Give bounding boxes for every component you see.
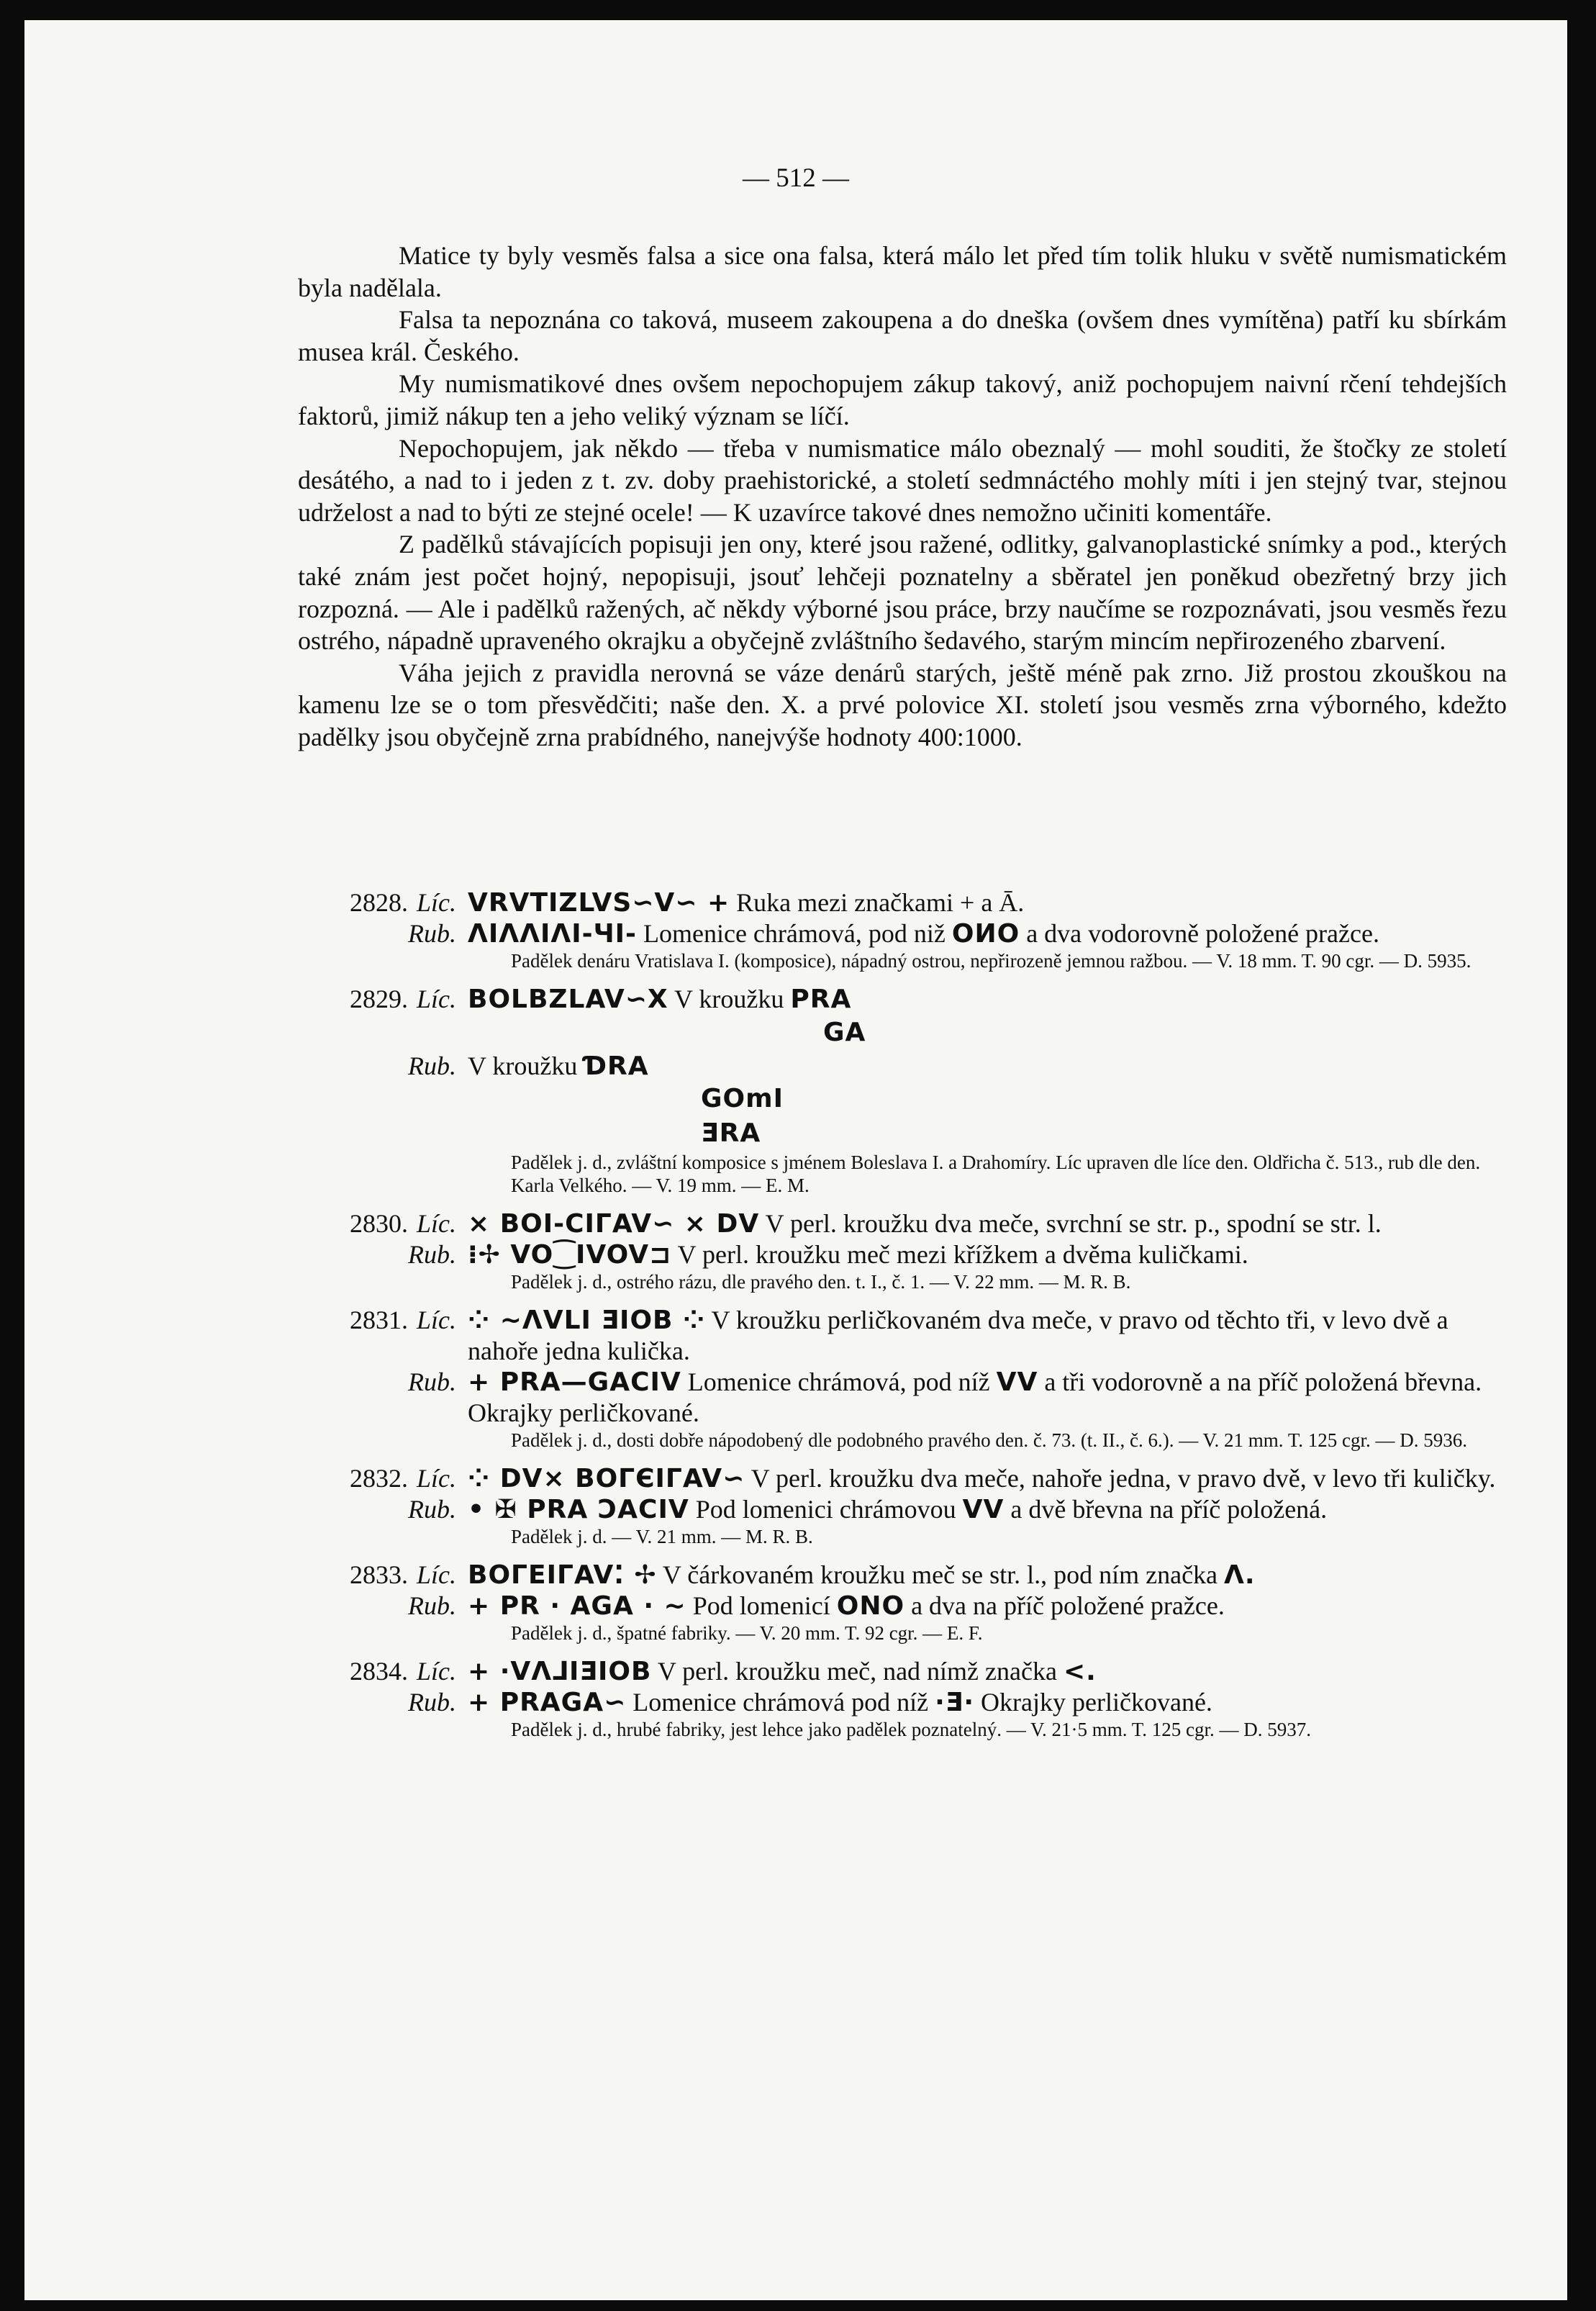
obverse-label: Líc. bbox=[416, 985, 456, 1013]
obverse-label: Líc. bbox=[416, 1306, 456, 1334]
obverse-description: V perl. kroužku dva meče, nahoře jedna, v pravo dvě, v levo tři kuličky. bbox=[751, 1464, 1496, 1493]
obverse-legend: BOΓEIΓAV⁚ ✢ bbox=[468, 1560, 657, 1590]
obverse-description: V čárkovaném kroužku meč se str. l., pod ním značka bbox=[662, 1560, 1218, 1589]
reverse-description: Lomenice chrámová pod níž bbox=[632, 1688, 929, 1717]
entry-number: 2834. bbox=[349, 1657, 408, 1686]
page bbox=[24, 20, 1567, 2300]
obverse-legend: ⁘ DV× BOΓЄIΓAV∽ bbox=[468, 1464, 745, 1493]
obverse-description: V kroužku bbox=[674, 985, 784, 1013]
obverse-symbol: <. bbox=[1063, 1657, 1097, 1686]
reverse-label: Rub. bbox=[408, 1240, 456, 1269]
reverse-description: Pod lomenici chrámovou bbox=[695, 1495, 956, 1524]
paragraph: My numismatikové dnes ovšem nepochopujem zákup takový, aniž pochopujem naivní rčení tehdejších faktorů, jimiž nákup ten a jeho veliký význam se líčí. bbox=[298, 369, 1507, 430]
obverse-legend: × BOI-CIΓAV∽ × DV bbox=[468, 1209, 760, 1239]
reverse-symbol: ·Ǝ· bbox=[935, 1688, 975, 1717]
forgery-note: Padělek denáru Vratislava I. (komposice), nápadný ostrou, nepřirozeně jemnou ražbou. — V. 18 mm. T. 90 cgr. — D. 5935. bbox=[511, 950, 1472, 972]
reverse-description-cont: a dva vodorovně položené pražce. bbox=[1026, 919, 1379, 948]
paragraph: Váha jejich z pravidla nerovná se váze denárů starých, ještě méně pak zrno. Již prostou zkouškou na kamenu lze se o tom přesvědčiti; naše den. X. a prvé polovice XI. století jsou vesměs zrna výborného, kdežto padělky jsou obyčejně zrna prabídného, nanejvýše hodnoty 400:1000. bbox=[298, 658, 1507, 751]
reverse-description-cont: a tři vodorovně a na příč položená břevna. Okrajky perličkované. bbox=[468, 1367, 1482, 1427]
catalog-entry-2828 bbox=[298, 887, 1507, 972]
obverse-label: Líc. bbox=[416, 1560, 456, 1589]
catalog-entry-2834 bbox=[298, 1656, 1507, 1741]
forgery-note: Padělek j. d., zvláštní komposice s jménem Boleslava I. a Drahomíry. Líc upraven dle líce den. Oldřicha č. 513., rub dle den. Karla Velkého. — V. 19 mm. — E. M. bbox=[511, 1152, 1481, 1196]
catalog-entry-2830 bbox=[298, 1208, 1507, 1293]
reverse-field-line-1: ƊRA bbox=[584, 1052, 649, 1081]
reverse-description-cont: a dvě břevna na příč položená. bbox=[1010, 1495, 1328, 1524]
catalog-entry-2833 bbox=[298, 1560, 1507, 1645]
obverse-description: Ruka mezi značkami + a Ā. bbox=[736, 888, 1025, 917]
reverse-legend: + PRA—GACIV bbox=[468, 1367, 681, 1397]
obverse-label: Líc. bbox=[416, 1464, 456, 1493]
reverse-legend: + PRAGA∽ bbox=[468, 1688, 627, 1717]
reverse-label: Rub. bbox=[408, 1495, 456, 1524]
reverse-symbol: VV bbox=[962, 1495, 1005, 1524]
entry-number: 2831. bbox=[349, 1306, 408, 1334]
obverse-legend: + ·VΛ⅃IƎΙOB bbox=[468, 1657, 652, 1686]
catalog-entry-2829 bbox=[298, 984, 1507, 1197]
reverse-description: Lomenice chrámová, pod niž bbox=[643, 919, 946, 948]
forgery-note: Padělek j. d., hrubé fabriky, jest lehce jako padělek poznatelný. — V. 21·5 mm. T. 125 cgr. — D. 5937. bbox=[511, 1719, 1312, 1740]
reverse-legend: • ✠ PRA ƆACIV bbox=[468, 1495, 689, 1524]
reverse-label: Rub. bbox=[408, 1591, 456, 1620]
obverse-legend: BOLBZLAV∽X bbox=[468, 985, 668, 1014]
reverse-description: Lomenice chrámová, pod níž bbox=[687, 1367, 990, 1396]
reverse-description: V perl. kroužku meč mezi křížkem a dvěma kuličkami. bbox=[677, 1240, 1248, 1269]
forgery-note: Padělek j. d. — V. 21 mm. — M. R. B. bbox=[511, 1526, 813, 1547]
obverse-description: V perl. kroužku dva meče, svrchní se str. p., spodní se str. l. bbox=[765, 1209, 1382, 1238]
reverse-symbol: VV bbox=[996, 1367, 1038, 1397]
reverse-description: Pod lomenicí bbox=[692, 1591, 830, 1620]
paragraph: Z padělků stávajících popisuji jen ony, které jsou ražené, odlitky, galvanoplastické snímky a pod., kterých také znám jest počet hojný, nepopisuji, jsouť lehčeji poznatelny a sběratel jen poněkud obezřetný brzy jich rozpozná. — Ale i padělků ražených, ač někdy výborné jsou práce, brzy naučíme se rozpoznávati, jsou vesměs řezu ostrého, nápadně upraveného okrajku a obyčejně zvláštního šedavého, starým mincím nepřirozeného zbarvení. bbox=[298, 530, 1507, 656]
reverse-description-cont: Okrajky perličkované. bbox=[981, 1688, 1212, 1717]
catalog-entries bbox=[298, 887, 1507, 1753]
obverse-symbol: Λ. bbox=[1224, 1560, 1256, 1590]
forgery-note: Padělek j. d., dosti dobře nápodobený dle podobného pravého den. č. 73. (t. II., č. 6.). — V. 21 mm. T. 125 cgr. — D. 5936. bbox=[511, 1429, 1468, 1451]
intro-text bbox=[298, 240, 1507, 754]
reverse-label: Rub. bbox=[408, 919, 456, 948]
reverse-label: Rub. bbox=[408, 1367, 456, 1396]
reverse-legend: ΛIΛΛIΛΙ-ЧΙ- bbox=[468, 919, 637, 949]
reverse-field-line-3: ƎRA bbox=[701, 1118, 761, 1148]
forgery-note: Padělek j. d., ostrého rázu, dle pravého den. t. I., č. 1. — V. 22 mm. — M. R. B. bbox=[511, 1271, 1131, 1293]
entry-number: 2832. bbox=[349, 1464, 408, 1493]
entry-number: 2833. bbox=[349, 1560, 408, 1589]
obverse-label: Líc. bbox=[416, 1657, 456, 1686]
entry-number: 2829. bbox=[349, 985, 408, 1013]
paragraph: Falsa ta nepoznána co taková, museem zakoupena a do dneška (ovšem dnes vymítěna) patří ku sbírkám musea král. Českého. bbox=[298, 305, 1507, 366]
paragraph: Nepochopujem, jak někdo — třeba v numismatice málo obeznalý — mohl souditi, že štočky ze století desátého, a nad to i jeden z t. zv. doby praehistorické, a století sedmnáctého mohly míti i jen stejný tvar, stejnou udrželost a nad to býti ze stejné ocele! — K uzavírce takové dnes nemožno učiniti komentáře. bbox=[298, 433, 1507, 527]
page-number: — 512 — bbox=[743, 163, 849, 193]
obverse-legend: VRVTIZLVS∽V∽ + bbox=[468, 888, 730, 918]
reverse-field-line-2: GOmI bbox=[701, 1084, 784, 1113]
reverse-legend: + PR · AGA · ~ bbox=[468, 1591, 686, 1621]
obverse-label: Líc. bbox=[416, 888, 456, 917]
obverse-label: Líc. bbox=[416, 1209, 456, 1238]
obverse-field-line-1: PRA bbox=[790, 985, 852, 1014]
obverse-description: V kroužku perličkovaném dva meče, v pravo od těchto tři, v levo dvě a nahoře jedna kulička. bbox=[468, 1306, 1448, 1365]
reverse-description-cont: a dva na příč položené pražce. bbox=[911, 1591, 1225, 1620]
catalog-entry-2832 bbox=[298, 1463, 1507, 1548]
reverse-legend: ⁝✢ VO⁐IVOV⊐ bbox=[468, 1240, 672, 1270]
reverse-description: V kroužku bbox=[468, 1052, 578, 1080]
reverse-label: Rub. bbox=[408, 1688, 456, 1717]
obverse-description: V perl. kroužku meč, nad nímž značka bbox=[657, 1657, 1057, 1686]
obverse-legend: ⁘ ~ΛVLI ƎΙOB ⁘ bbox=[468, 1306, 706, 1335]
paragraph: Matice ty byly vesměs falsa a sice ona falsa, která málo let před tím tolik hluku v světě numismatickém byla nadělala. bbox=[298, 241, 1507, 302]
forgery-note: Padělek j. d., špatné fabriky. — V. 20 mm. T. 92 cgr. — E. F. bbox=[511, 1622, 983, 1644]
obverse-field-line-2: GA bbox=[823, 1018, 866, 1047]
reverse-label: Rub. bbox=[408, 1052, 456, 1080]
reverse-symbol: OИO bbox=[951, 919, 1020, 949]
reverse-symbol: ONO bbox=[836, 1591, 905, 1621]
catalog-entry-2831 bbox=[298, 1305, 1507, 1452]
entry-number: 2830. bbox=[349, 1209, 408, 1238]
entry-number: 2828. bbox=[349, 888, 408, 917]
